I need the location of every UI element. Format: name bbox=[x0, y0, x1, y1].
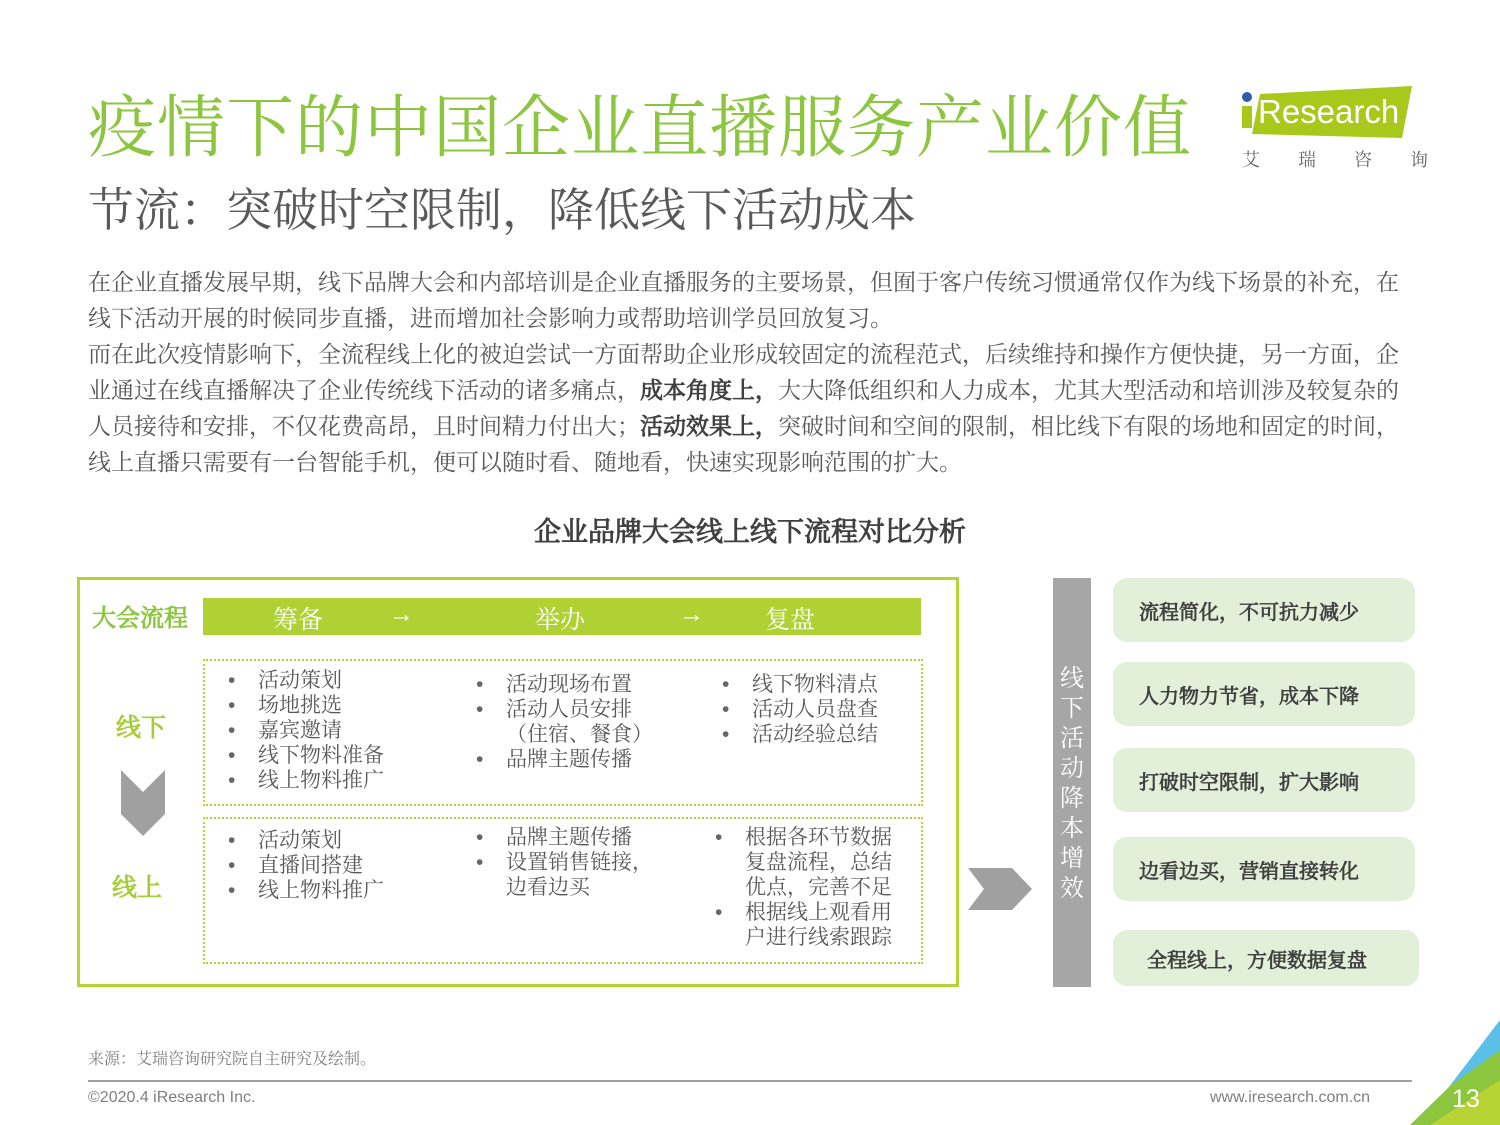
list-item: • 设置销售链接， bbox=[476, 850, 653, 875]
paragraph-text: 大大降低组织和人力成本，尤其大型活动和培训涉及较复杂的人员接待和安排，不仅花费高昂，且时间精力付出大； bbox=[88, 377, 1399, 439]
list-item: • 活动人员安排 bbox=[476, 697, 653, 722]
summary-bar-text bbox=[1053, 664, 1091, 904]
benefit-card: 边看边买，营销直接转化 bbox=[1113, 837, 1415, 901]
list-item: • 线下物料清点 bbox=[722, 672, 878, 697]
online-review-list bbox=[715, 825, 892, 950]
paragraph-text: 在企业直播发展早期，线下品牌大会和内部培训是企业直播服务的主要场景，但囿于客户传统习惯通常仅作为线下场景的补充，在线下活动开展的时候同步直播，进而增加社会影响力或帮助培训学员回放复习。 bbox=[88, 269, 1399, 331]
page-title: 疫情下的中国企业直播服务产业价值 bbox=[88, 90, 1193, 166]
flow-label: 大会流程 bbox=[92, 605, 188, 632]
logo-dot-icon bbox=[1242, 92, 1252, 102]
list-item: • 线下物料准备 bbox=[228, 743, 384, 768]
benefit-card: 打破时空限制，扩大影响 bbox=[1113, 748, 1415, 812]
list-item: • 活动现场布置 bbox=[476, 672, 653, 697]
list-item: 优点，完善不足 bbox=[745, 876, 892, 899]
row-label-offline: 线下 bbox=[116, 714, 167, 742]
list-item: 边看边买 bbox=[506, 876, 590, 899]
logo-brand-text: Research bbox=[1258, 93, 1400, 130]
body-text bbox=[88, 264, 1418, 480]
diagram-title: 企业品牌大会线上线下流程对比分析 bbox=[534, 517, 966, 547]
logo-char: 艾 bbox=[1242, 150, 1260, 170]
list-item: • 品牌主题传播 bbox=[476, 825, 653, 850]
list-item: （住宿、餐食） bbox=[506, 723, 653, 746]
chevron-right-icon bbox=[968, 868, 1032, 910]
stage-bar bbox=[203, 598, 921, 635]
list-item: • 场地挑选 bbox=[228, 693, 384, 718]
arrow-right-icon: → bbox=[389, 600, 414, 628]
list-item: • 活动策划 bbox=[228, 828, 384, 853]
logo-i-stem bbox=[1242, 106, 1252, 128]
stage-review: 复盘 bbox=[765, 606, 816, 634]
source-note: 来源：艾瑞咨询研究院自主研究及绘制。 bbox=[88, 1051, 377, 1068]
list-item: 户进行线索跟踪 bbox=[745, 926, 892, 949]
list-item: • 活动策划 bbox=[228, 668, 384, 693]
page-number: 13 bbox=[1452, 1085, 1480, 1113]
list-item: • 活动经验总结 bbox=[722, 722, 878, 747]
benefit-card: 全程线上，方便数据复盘 bbox=[1113, 930, 1419, 986]
logo-char: 瑞 bbox=[1298, 150, 1316, 170]
row-label-online: 线上 bbox=[112, 874, 163, 902]
paragraph-text: 而在此次疫情影响下，全流程线上化的被迫尝试一方面帮助企业形成较固定的流程范式，后续维持和操作方便快捷，另一方面，企业通过在线直播解决了企业传统线下活动的诸多痛点， bbox=[88, 341, 1399, 403]
list-item: • 根据各环节数据 bbox=[715, 825, 892, 850]
page-subtitle: 节流：突破时空限制，降低线下活动成本 bbox=[88, 184, 916, 236]
offline-hold-list bbox=[476, 672, 653, 772]
benefit-card: 人力物力节省，成本下降 bbox=[1113, 662, 1415, 726]
list-item: • 活动人员盘查 bbox=[722, 697, 878, 722]
summary-text: 线下活动降本增效 bbox=[1060, 665, 1084, 902]
online-prepare-list bbox=[228, 828, 384, 903]
stage-prepare: 筹备 bbox=[273, 606, 324, 634]
website-link[interactable]: www.iresearch.com.cn bbox=[1210, 1089, 1371, 1106]
stage-hold: 举办 bbox=[535, 606, 586, 634]
list-item: • 线上物料推广 bbox=[228, 878, 384, 903]
logo-char: 询 bbox=[1410, 150, 1428, 170]
list-item: • 直播间搭建 bbox=[228, 853, 384, 878]
logo-char: 咨 bbox=[1354, 150, 1372, 170]
paragraph-1 bbox=[88, 264, 1418, 336]
corner-decoration bbox=[1400, 1020, 1500, 1125]
list-item: • 线上物料推广 bbox=[228, 768, 384, 793]
paragraph-text: 突破时间和空间的限制，相比线下有限的场地和固定的时间，线上直播只需要有一台智能手机，便可以随时看、随地看，快速实现影响范围的扩大。 bbox=[88, 413, 1399, 475]
iresearch-logo bbox=[1238, 80, 1428, 180]
offline-prepare-list bbox=[228, 668, 384, 793]
list-item: • 嘉宾邀请 bbox=[228, 718, 384, 743]
list-item: • 根据线上观看用 bbox=[715, 900, 892, 925]
emphasis-effect: 活动效果上， bbox=[640, 413, 778, 439]
paragraph-2 bbox=[88, 336, 1418, 480]
benefit-card: 流程简化，不可抗力减少 bbox=[1113, 578, 1415, 642]
list-item: • 品牌主题传播 bbox=[476, 747, 653, 772]
chevron-down-icon bbox=[121, 770, 165, 836]
copyright: ©2020.4 iResearch Inc. bbox=[88, 1089, 256, 1106]
online-hold-list bbox=[476, 825, 653, 900]
list-item: 复盘流程，总结 bbox=[745, 851, 892, 874]
arrow-right-icon: → bbox=[679, 600, 704, 628]
footer-divider bbox=[88, 1080, 1412, 1082]
emphasis-cost: 成本角度上， bbox=[640, 377, 778, 403]
logo-chinese-name bbox=[1242, 146, 1428, 172]
offline-review-list bbox=[722, 672, 878, 747]
